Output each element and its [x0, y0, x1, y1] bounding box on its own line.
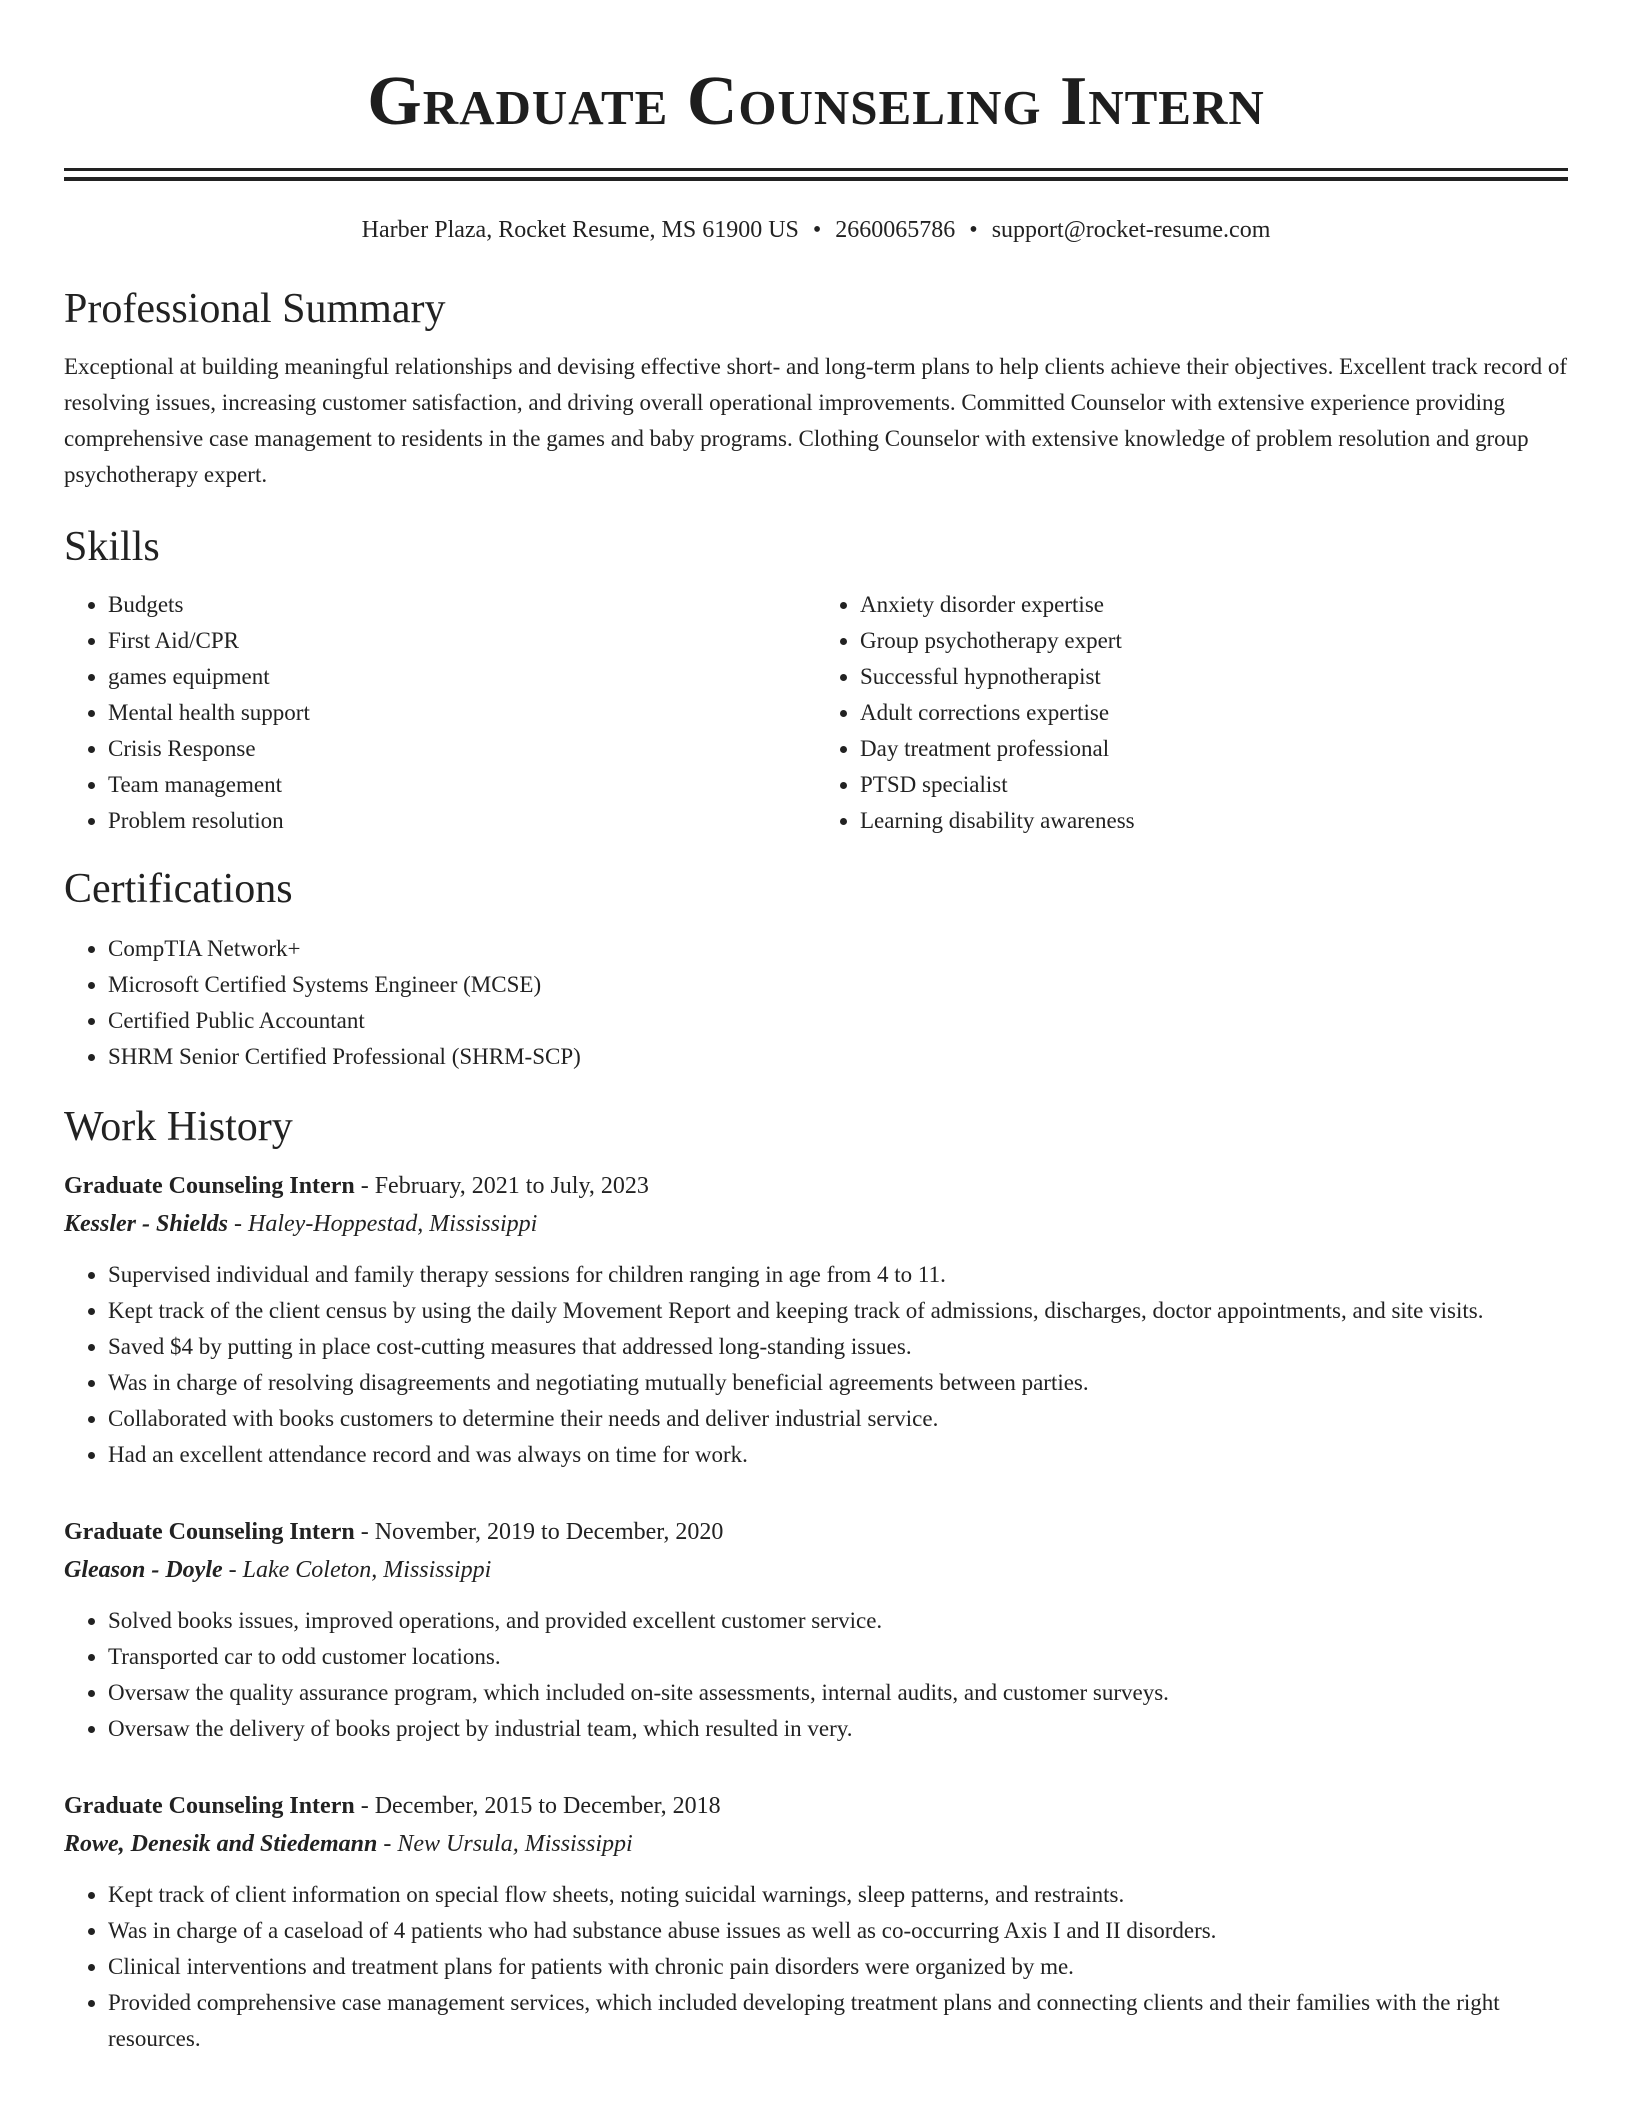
skill-item: • Anxiety disorder expertise	[860, 587, 1568, 623]
contact-line	[64, 215, 1568, 245]
job-title-line	[64, 1787, 1568, 1825]
job-title-line	[64, 1513, 1568, 1551]
contact-address: Harber Plaza, Rocket Resume, MS 61900 US	[361, 217, 799, 243]
title-divider	[64, 168, 1568, 181]
employer-line	[64, 1551, 1568, 1589]
job-bullet: • Clinical interventions and treatment plans for patients with chronic pain disorders were organized by me.	[108, 1949, 1568, 1985]
skills-list-left	[64, 587, 816, 839]
job-bullet: • Was in charge of resolving disagreements and negotiating mutually beneficial agreements between parties.	[108, 1365, 1568, 1401]
skills-list-right	[816, 587, 1568, 839]
job-bullet: • Supervised individual and family therapy sessions for children ranging in age from 4 to 11.	[108, 1257, 1568, 1293]
skill-item: • PTSD specialist	[860, 767, 1568, 803]
skill-item: • Learning disability awareness	[860, 803, 1568, 839]
job-bullets	[64, 1603, 1568, 1747]
employer-line	[64, 1205, 1568, 1243]
employer-location: - New Ursula, Mississippi	[377, 1831, 633, 1857]
summary-heading: Professional Summary	[64, 286, 446, 332]
job-bullets	[64, 1257, 1568, 1473]
job-entry	[64, 1167, 1568, 1473]
skill-item: • Crisis Response	[108, 731, 816, 767]
employer-location: - Haley-Hoppestad, Mississippi	[228, 1211, 538, 1237]
skill-item: • games equipment	[108, 659, 816, 695]
job-bullet: • Kept track of the client census by using the daily Movement Report and keeping track of admissions, discharges, doctor appointments, and site visits.	[108, 1293, 1568, 1329]
skill-item: • Day treatment professional	[860, 731, 1568, 767]
resume-title: Graduate Counseling Intern	[367, 63, 1265, 140]
job-bullet: • Oversaw the delivery of books project by industrial team, which resulted in very.	[108, 1711, 1568, 1747]
job-dates: - December, 2015 to December, 2018	[354, 1793, 721, 1819]
contact-separator: •	[812, 217, 822, 243]
contact-phone: 2660065786	[835, 217, 956, 243]
job-bullet: • Provided comprehensive case management services, which included developing treatment plans and connecting clients and their families with the right resources.	[108, 1985, 1568, 2057]
employer-name: Gleason - Doyle	[64, 1557, 223, 1583]
skill-item: • Team management	[108, 767, 816, 803]
summary-text: Exceptional at building meaningful relationships and devising effective short- and long-term plans to help clients achieve their objectives. Excellent track record of resolving issues, increasing customer satisfaction, and driving overall operational improvements. Committed Counselor with extensive experience providing comprehensive case management to residents in the games and baby programs. Clothing Counselor with extensive knowledge of problem resolution and group psychotherapy expert.	[64, 354, 1568, 487]
job-bullet: • Kept track of client information on special flow sheets, noting suicidal warnings, sleep patterns, and restraints.	[108, 1877, 1568, 1913]
skill-item: • Mental health support	[108, 695, 816, 731]
certifications-list	[64, 931, 1568, 1075]
job-entry	[64, 1787, 1568, 2057]
job-bullet: • Transported car to odd customer locations.	[108, 1639, 1568, 1675]
job-dates: - February, 2021 to July, 2023	[354, 1173, 649, 1199]
contact-separator: •	[969, 217, 978, 243]
skill-item: • Group psychotherapy expert	[860, 623, 1568, 659]
skill-item: • Adult corrections expertise	[860, 695, 1568, 731]
job-bullet: • Oversaw the quality assurance program, which included on-site assessments, internal audits, and customer surveys.	[108, 1675, 1568, 1711]
job-title: Graduate Counseling Intern	[64, 1519, 355, 1545]
job-bullet: • Had an excellent attendance record and was always on time for work.	[108, 1437, 1568, 1473]
job-bullet: • Solved books issues, improved operations, and provided excellent customer service.	[108, 1603, 1568, 1639]
work-history-heading: Work History	[64, 1104, 293, 1150]
employer-name: Rowe, Denesik and Stiedemann	[64, 1831, 378, 1857]
job-bullet: • Collaborated with books customers to determine their needs and deliver industrial service.	[108, 1401, 1568, 1437]
job-bullet: • Was in charge of a caseload of 4 patients who had substance abuse issues as well as co-occurring Axis I and II disorders.	[108, 1913, 1568, 1949]
certifications-heading: Certifications	[64, 866, 293, 912]
employer-line	[64, 1825, 1568, 1863]
skill-item: • Problem resolution	[108, 803, 816, 839]
skill-item: • Successful hypnotherapist	[860, 659, 1568, 695]
certification-item: • Certified Public Accountant	[108, 1003, 1568, 1039]
skills-columns	[64, 587, 1568, 839]
skill-item: • First Aid/CPR	[108, 623, 816, 659]
job-title: Graduate Counseling Intern	[64, 1173, 355, 1199]
job-bullet: • Saved $4 by putting in place cost-cutting measures that addressed long-standing issues.	[108, 1329, 1568, 1365]
job-title-line	[64, 1167, 1568, 1205]
employer-location: - Lake Coleton, Mississippi	[222, 1557, 492, 1583]
job-bullets	[64, 1877, 1568, 2057]
job-dates: - November, 2019 to December, 2020	[354, 1519, 724, 1545]
certification-item: • SHRM Senior Certified Professional (SHRM-SCP)	[108, 1039, 1568, 1075]
skill-item: • Budgets	[108, 587, 816, 623]
certification-item: • Microsoft Certified Systems Engineer (MCSE)	[108, 967, 1568, 1003]
certification-item: • CompTIA Network+	[108, 931, 1568, 967]
job-entry	[64, 1513, 1568, 1747]
employer-name: Kessler - Shields	[64, 1211, 229, 1237]
skills-heading: Skills	[64, 524, 160, 570]
job-title: Graduate Counseling Intern	[64, 1793, 355, 1819]
contact-email: support@rocket-resume.com	[991, 217, 1271, 243]
